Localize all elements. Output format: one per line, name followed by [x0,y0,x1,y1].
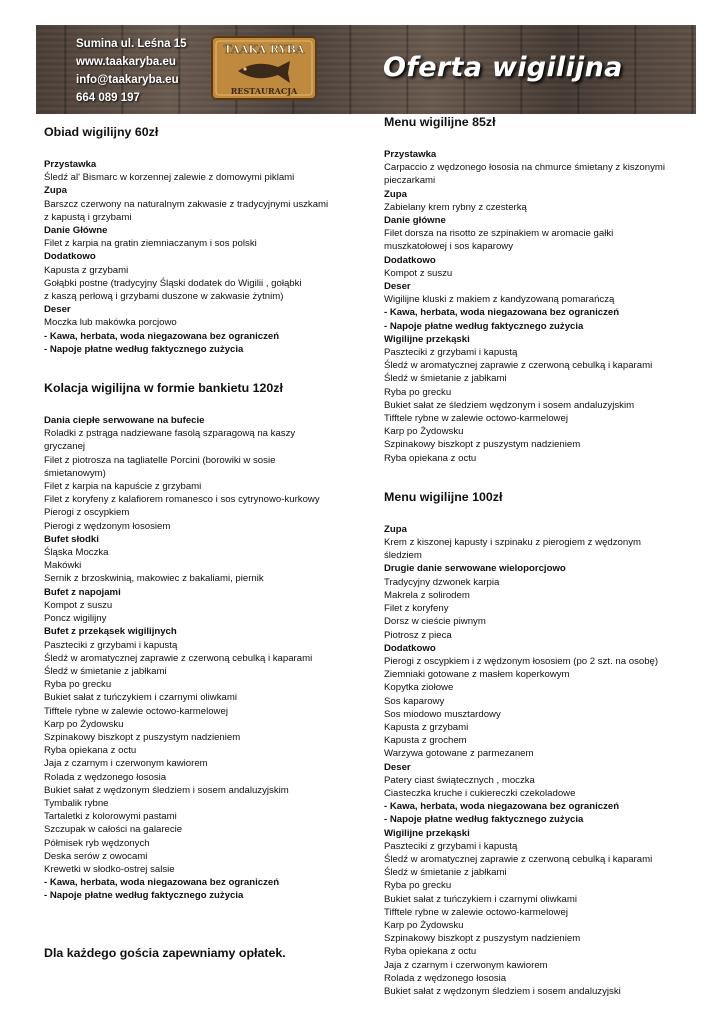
menu-item: Tifftele rybne w zalewie octowo-karmelowej [44,705,228,717]
menu-item: Bukiet sałat ze śledziem wędzonym i sosem andaluzyjskim [384,399,635,411]
menu-item: muszkatołowej i sos kaparowy [384,241,514,253]
menu-item: Sos miodowo musztardowy [384,708,501,720]
menu-item: Dorsz w cieście piwnym [384,616,486,628]
menu-heading: - Napoje płatne według faktycznego zużycia [384,320,584,332]
menu-item: Warzywa gotowane z parmezanem [384,748,534,760]
menu-item: Deska serów z owocami [44,850,148,862]
contact-info [76,35,187,107]
menu-item: Szpinakowy biszkopt z puszystym nadzieniem [384,439,581,451]
menu-item: Carpaccio z wędzonego łososia na chmurce śmietany z kiszonymi [384,162,666,174]
menu-item: Ryba opiekana z octu [384,946,477,958]
svg-text:TAAKA RYBA: TAAKA RYBA [223,43,305,56]
menu-heading: Wigilijne przekąski [384,333,470,345]
menu-item: śledziem [384,550,422,562]
menu-heading: Przystawka [44,159,97,170]
menu-item: Śledź w śmietanie z jabłkami [384,373,507,385]
footer-note: Dla każdego gościa zapewniamy opłatek. [44,946,286,960]
menu-heading: Danie Główne [44,225,108,237]
menu-item: Kapusta z grzybami [44,264,129,276]
menu-heading: Bufet słodki [44,533,99,545]
menu-section-title: Obiad wigilijny 60zł [44,125,159,139]
menu-heading: Wigilijne przekąski [384,827,470,839]
menu-heading: Bufet z napojami [44,586,121,598]
menu-item: Kapusta z grzybami [384,721,469,733]
menu-item: Śledź w aromatycznej zaprawie z czerwoną cebulką i kaparami [44,652,313,664]
menu-item: Szpinakowy biszkopt z puszystym nadzieniem [384,933,581,945]
menu-item: Ryba po grecku [44,679,112,691]
menu-item: Piotrosz z pieca [384,629,452,641]
menu-item: Filet z karpia na gratin ziemniaczanym i sos polski [44,238,257,250]
menu-item: Karp po Żydowsku [384,426,464,438]
menu-item: Kopytka ziołowe [384,682,454,694]
menu-item: Jaja z czarnym i czerwonym kawiorem [384,959,548,971]
menu-item: Ryba po grecku [384,880,452,892]
menu-section-title: Menu wigilijne 100zł [384,489,503,504]
menu-item: Tartaletki z kolorowymi pastami [44,811,177,823]
menu-item: Filet z piotrosza na tagliatelle Porcini (borowiki w sosie [44,454,276,466]
menu-heading: Deser [384,761,411,773]
right-column [384,114,696,998]
menu-item: Filet z koryfeny [384,603,449,615]
menu-heading: Dodatkowo [384,642,436,654]
menu-item: Ziemniaki gotowane z masłem koperkowym [384,669,570,681]
menu-heading: - Napoje płatne według faktycznego zużycia [44,890,244,902]
menu-item: pieczarkami [384,175,436,187]
contact-phone: 664 089 197 [76,92,140,104]
menu-item: Paszteciki z grzybami i kapustą [384,840,518,852]
menu-item: Tradycyjny dzwonek karpia [384,576,500,588]
menu-item: Rolada z wędzonego łososia [384,972,507,984]
menu-heading: Bufet z przekąsek wigilijnych [44,626,177,638]
menu-item: Sos kaparowy [384,695,445,707]
menu-item: Karp po Żydowsku [44,718,124,730]
menu-item: Tifftele rybne w zalewie octowo-karmelowej [384,906,568,918]
menu-item: Bukiet sałat z tuńczykiem i czarnymi oliwkami [44,692,237,704]
menu-heading: Zupa [384,188,407,200]
menu-heading: Przystawka [384,149,437,160]
menu-section-title: Menu wigilijne 85zł [384,115,496,129]
menu-item: Szpinakowy biszkopt z puszystym nadzieniem [44,731,241,743]
menu-item: Śląska Moczka [44,547,109,559]
menu-item: Półmisek ryb wędzonych [44,837,150,849]
menu-item: z kapustą i grzybami [44,211,132,223]
menu-item: Ryba opiekana z octu [44,745,137,757]
menu-item: gryczanej [44,441,86,453]
left-column [44,124,344,903]
menu-item: Krem z kiszonej kapusty i szpinaku z pierogiem z wędzonym [384,537,642,549]
menu-item: Paszteciki z grzybami i kapustą [44,639,178,651]
menu-heading: - Kawa, herbata, woda niegazowana bez ograniczeń [384,307,620,319]
menu-item: Filet dorsza na risotto ze szpinakiem w aromacie gałki [384,228,614,240]
menu-item: Sernik z brzoskwinią, makowiec z bakaliami, piernik [44,573,264,585]
menu-item: Ryba opiekana z octu [384,452,477,464]
menu-item: Kapusta z grochem [384,735,467,747]
menu-item: Śledź w aromatycznej zaprawie z czerwoną cebulką i kaparami [384,360,653,372]
menu-item: Szczupak w całości na galarecie [44,824,183,836]
menu-heading: Dodatkowo [384,254,436,266]
menu-item: Bukiet sałat z wędzonym śledziem i sosem andaluzyjski [384,985,621,997]
menu-item: Makrela z solirodem [384,589,470,601]
page-title: Oferta wigilijna [383,52,623,83]
menu-item: Śledź w śmietanie z jabłkami [44,665,167,677]
menu-item: Makówki [44,560,82,572]
menu-heading: Zupa [44,185,67,197]
menu-item: Tifftele rybne w zalewie octowo-karmelowej [384,413,568,425]
menu-item: Ciasteczka kruche i cukiereczki czekoladowe [384,787,576,799]
menu-item: Pierogi z oscypkiem [44,507,130,519]
menu-item: Ryba po grecku [384,386,452,398]
menu-item: Śledź w śmietanie z jabłkami [384,867,507,879]
menu-item: Zabielany krem rybny z czesterką [384,201,527,213]
menu-item: Paszteciki z grzybami i kapustą [384,347,518,359]
menu-heading: - Napoje płatne według faktycznego zużycia [384,814,584,826]
menu-heading: Deser [384,281,411,293]
contact-email[interactable]: info@taakaryba.eu [76,74,179,86]
menu-heading: Drugie danie serwowane wieloporcjowo [384,563,566,575]
menu-item: Barszcz czerwony na naturalnym zakwasie z tradycyjnymi uszkami [44,198,329,210]
menu-item: Bukiet sałat z tuńczykiem i czarnymi oliwkami [384,893,577,905]
menu-heading: - Kawa, herbata, woda niegazowana bez ograniczeń [44,330,280,342]
menu-heading: Dodatkowo [44,251,96,263]
menu-item: Kompot z suszu [44,599,113,611]
menu-section-title: Kolacja wigilijna w formie bankietu 120zł [44,381,283,396]
menu-item: śmietanowym) [44,467,106,479]
menu-item: Śledź al' Bismarc w korzennej zalewie z domowymi piklami [44,172,295,184]
menu-item: Rolada z wędzonego łososia [44,771,167,783]
menu-item: Pierogi z wędzonym łososiem [44,520,171,532]
menu-item: Filet z koryfeny z kalafiorem romanesco i sos cytrynowo-kurkowy [44,494,320,506]
svg-text:RESTAURACJA: RESTAURACJA [230,86,298,96]
menu-item: Śledź w aromatycznej zaprawie z czerwoną cebulką i kaparami [384,853,653,865]
menu-item: Filet z karpia na kapuście z grzybami [44,481,202,493]
menu-heading: Zupa [384,523,407,535]
contact-website[interactable]: www.taakaryba.eu [76,56,176,68]
menu-item: Krewetki w słodko-ostrej salsie [44,863,175,875]
menu-heading: Dania ciepłe serwowane na bufecie [44,415,205,427]
menu-item: Pierogi z oscypkiem i z wędzonym łososiem (po 2 szt. na osobę) [384,655,659,667]
menu-heading: - Kawa, herbata, woda niegazowana bez ograniczeń [384,801,620,813]
contact-address: Sumina ul. Leśna 15 [76,38,187,50]
menu-item: Moczka lub makówka porcjowo [44,317,177,329]
menu-heading: - Napoje płatne według faktycznego zużycia [44,343,244,355]
menu-item: Poncz wigilijny [44,613,107,625]
header-banner [36,25,696,114]
menu-item: Kompot z suszu [384,267,453,279]
menu-item: Gołąbki postne (tradycyjny Śląski dodatek do Wigilii , gołąbki [44,277,302,289]
menu-heading: Deser [44,304,71,316]
menu-item: Karp po Żydowsku [384,919,464,931]
menu-item: Wigilijne kluski z makiem z kandyzowaną pomarańczą [384,294,615,306]
menu-item: z kaszą perłową i grzybami duszone w zakwasie żytnim) [44,291,284,303]
menu-item: Jaja z czarnym i czerwonym kawiorem [44,758,208,770]
menu-item: Tymbalik rybne [44,797,109,809]
menu-item: Patery ciast świątecznych , moczka [384,774,535,786]
menu-heading: Danie główne [384,215,446,227]
menu-heading: - Kawa, herbata, woda niegazowana bez ograniczeń [44,877,280,889]
restaurant-logo [208,35,320,103]
menu-item: Bukiet sałat z wędzonym śledziem i sosem andaluzyjskim [44,784,289,796]
menu-item: Roladki z pstrąga nadziewane fasolą szparagową na kaszy [44,428,296,440]
